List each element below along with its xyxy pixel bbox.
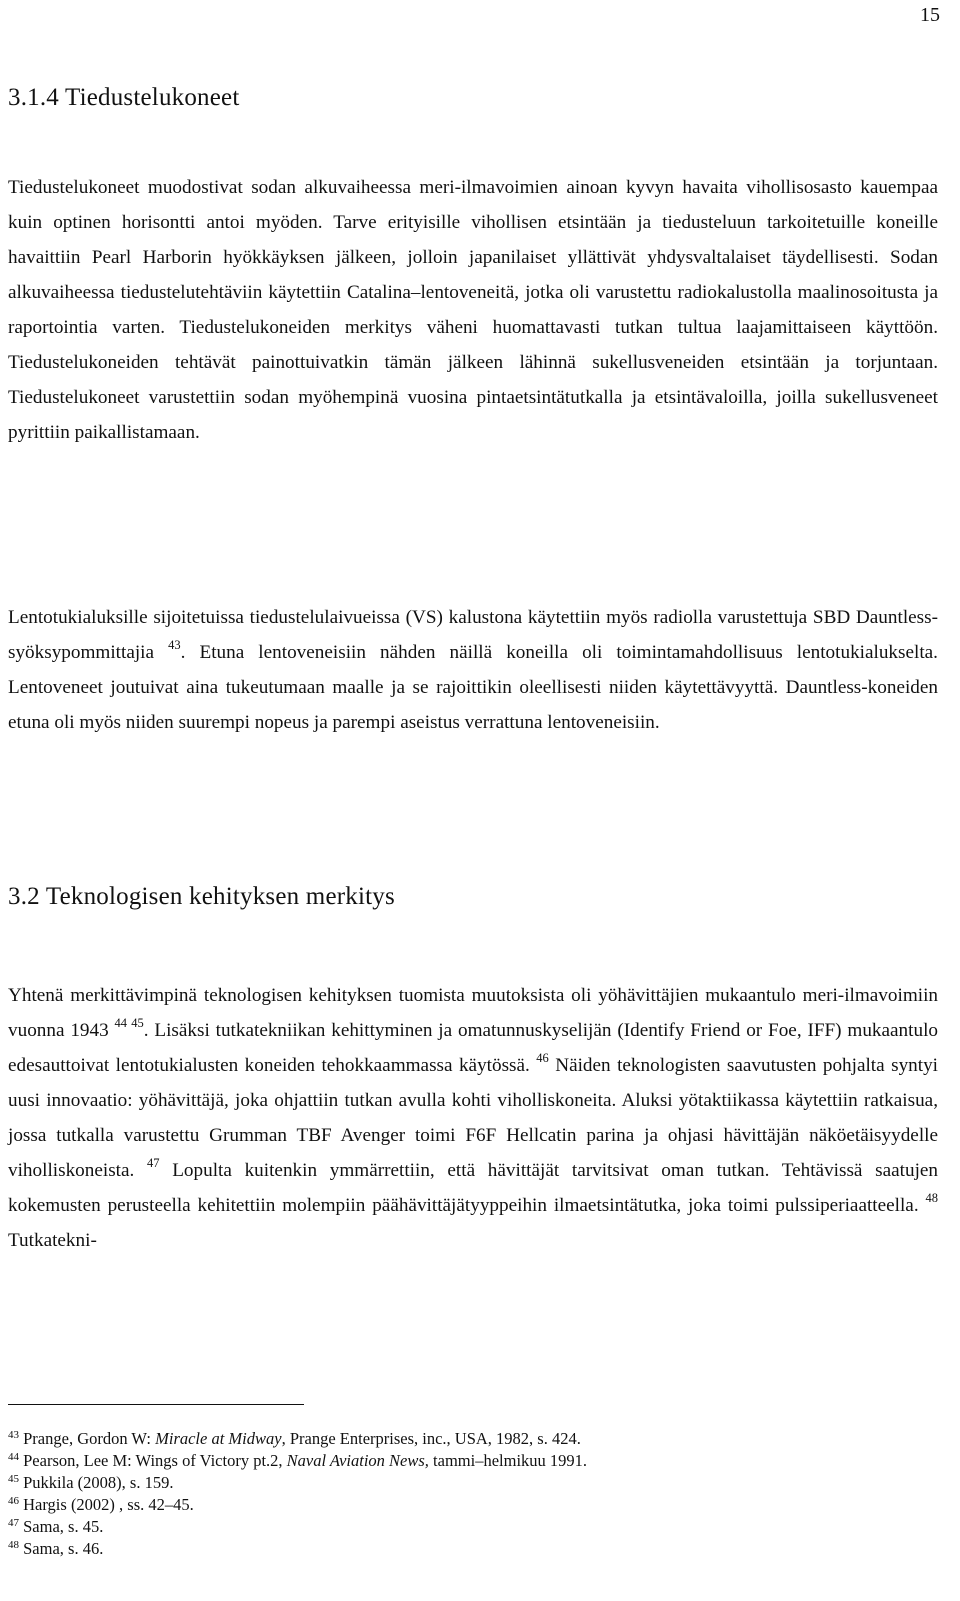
paragraph-text: Lentotukialuksille sijoitetuissa tiedustelulaivueissa (VS) kalustona käytettiin myös radiolla varustettuja SBD Dauntless-syöksypommittajia [8, 607, 938, 663]
footnote-number: 44 [8, 1450, 19, 1463]
footnote-text: Hargis (2002) , ss. 42–45. [23, 1495, 194, 1514]
footnote-ref: 48 [925, 1190, 938, 1205]
footnote-number: 43 [8, 1428, 19, 1441]
footnote-divider [8, 1404, 304, 1405]
footnote-ref: 43 [168, 637, 181, 652]
paragraph-text: Näiden teknologisten saavutusten pohjalta syntyi uusi innovaatio: yöhävittäjä, joka ohjattiin tutkan avulla kohti viholliskoneita. Aluksi yötaktiikassa käytettiin ratkaisua, jossa tutkalla varustettu Grumman TBF Avenger toimi F6F Hellcatin parina ja ohjasi hävittäjän näköetäisyydelle viholliskoneista. [8, 1055, 939, 1181]
footnote-number: 46 [8, 1494, 19, 1507]
paragraph-text: . Etuna lentoveneisiin nähden näillä koneilla oli toimintamahdollisuus lentotukialukselta. Lentoveneet joutuivat aina tukeutumaan maalle ja se rajoittikin oleellisesti niiden käytettävyyttä. Dauntless-koneiden etuna oli myös niiden suurempi nopeus ja parempi aseistus verrattuna lentoveneisiin. [8, 642, 938, 733]
footnote-number: 47 [8, 1516, 19, 1529]
footnote-text: tammi–helmikuu 1991. [428, 1451, 588, 1470]
footnote-text: Sama, s. 45. [23, 1517, 104, 1536]
footnote-ref: 47 [147, 1155, 160, 1170]
paragraph-text: Yhtenä merkittävimpinä teknologisen kehityksen tuomista muutoksista oli yöhävittäjien mukaantulo meri-ilmavoimiin vuonna 1943 [8, 985, 938, 1041]
page-number: 15 [920, 4, 940, 26]
footnote-text: Sama, s. 46. [23, 1539, 104, 1558]
paragraph-text: Lopulta kuitenkin ymmärrettiin, että hävittäjät tarvitsivat oman tutkan. Tehtävissä saatujen kokemusten perusteella kehitettiin molempiin päähävittäjätyyppeihin ilmaetsintätutka, joka toimi pulssiperiaatteella. [8, 1160, 939, 1216]
footnotes [8, 1428, 928, 1560]
footnote-text: Pearson, Lee M: Wings of Victory pt.2, [23, 1451, 287, 1470]
footnote-number: 48 [8, 1538, 19, 1551]
footnote [8, 1494, 928, 1516]
paragraph-text: . Lisäksi tutkatekniikan kehittyminen ja omatunnuskyselijän (Identify Friend or Foe, IFF) mukaantulo edesauttoivat lentotukialusten koneiden tehokkaammassa käytössä. [8, 1020, 939, 1076]
footnote-number: 45 [8, 1472, 19, 1485]
footnote-title: Naval Aviation News, [286, 1451, 429, 1470]
section-heading-tiedustelukoneet: 3.1.4 Tiedustelukoneet [8, 84, 240, 111]
footnote [8, 1472, 928, 1494]
footnote [8, 1538, 928, 1560]
footnote [8, 1450, 928, 1472]
footnote [8, 1428, 928, 1450]
footnote [8, 1516, 928, 1538]
paragraph-text: Tutkatekni- [8, 1230, 97, 1251]
section-heading-teknologinen-kehitys: 3.2 Teknologisen kehityksen merkitys [8, 883, 395, 910]
paragraph-tiedustelukoneet-1: Tiedustelukoneet muodostivat sodan alkuvaiheessa meri-ilmavoimien ainoan kyvyn havaita vihollisosasto kauempaa kuin optinen horisontti antoi myöden. Tarve erityisille vihollisen etsintään ja tiedusteluun tarkoitetuille koneille havaittiin Pearl Harborin hyökkäyksen jälkeen, jolloin japanilaiset yllättivät yhdysvaltalaiset täydellisesti. Sodan alkuvaiheessa tiedustelutehtäviin käytettiin Catalina–lentoveneitä, jotka oli varustettu radiokalustolla maalinosoitusta ja raportointia varten. Tiedustelukoneiden merkitys väheni huomattavasti tutkan tultua laajamittaiseen käyttöön. Tiedustelukoneiden tehtävät painottuivatkin tämän jälkeen lähinnä sukellusveneiden etsintään ja torjuntaan. Tiedustelukoneet varustettiin sodan myöhempinä vuosina pintaetsintätutkalla ja etsintävaloilla, joilla sukellusveneet pyrittiin paikallistamaan. [8, 177, 938, 443]
paragraph-teknologinen-kehitys [8, 978, 938, 1258]
footnote-text: Pukkila (2008), s. 159. [23, 1473, 174, 1492]
footnote-text: Prange, Gordon W: [23, 1429, 156, 1448]
paragraph-tiedustelukoneet-2 [8, 600, 938, 740]
footnote-title: Miracle at Midway [155, 1429, 282, 1448]
footnote-text: , Prange Enterprises, inc., USA, 1982, s. 424. [281, 1429, 581, 1448]
footnote-ref: 46 [536, 1050, 549, 1065]
footnote-ref: 44 45 [114, 1015, 144, 1030]
